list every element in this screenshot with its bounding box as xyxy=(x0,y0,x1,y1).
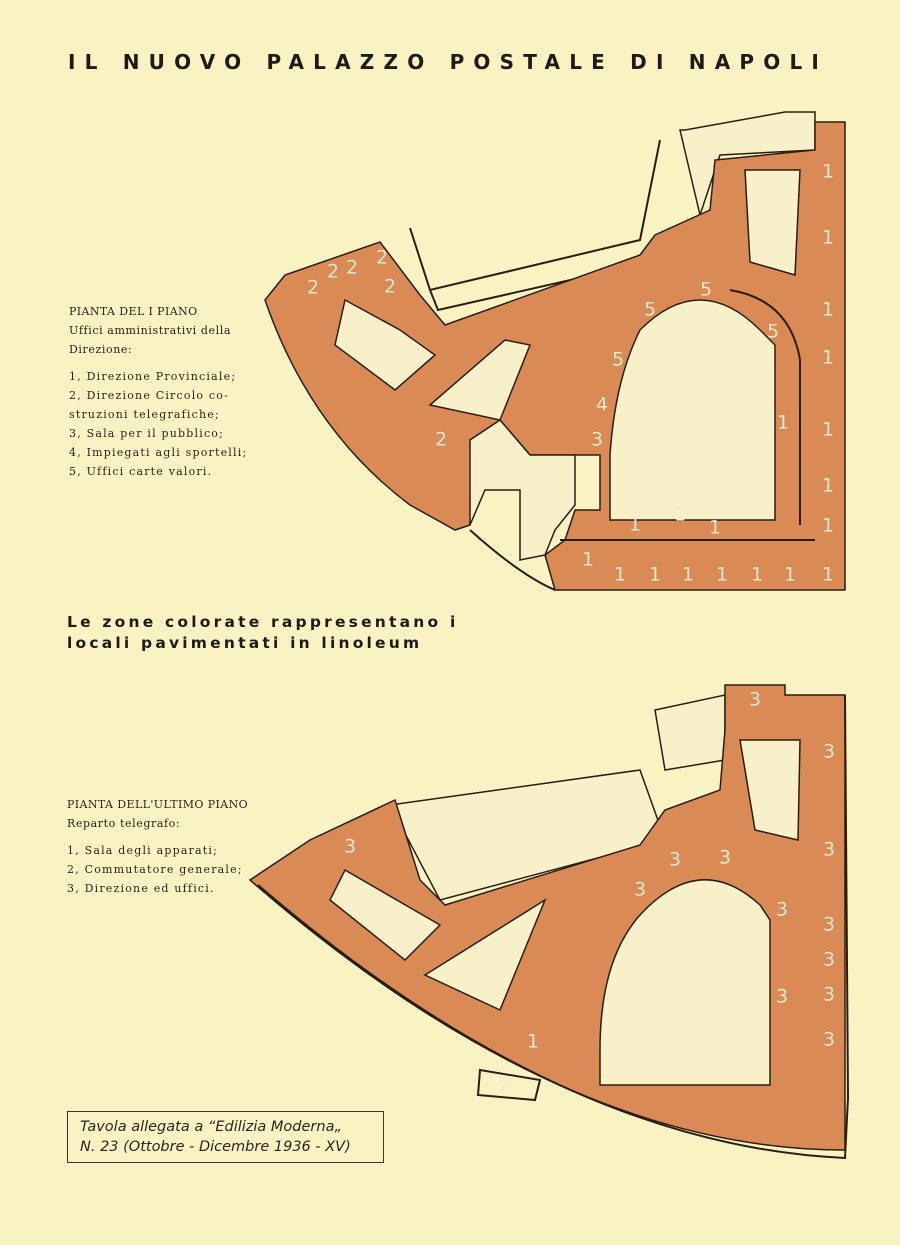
room-number-label: 5 xyxy=(766,320,780,343)
room-number-label: 3 xyxy=(590,428,604,451)
room-number-label: 1 xyxy=(821,298,835,321)
top-floor-plan xyxy=(250,685,848,1158)
room-number-label: 1 xyxy=(715,563,729,586)
room-number-label: 2 xyxy=(306,276,320,299)
room-number-label: 5 xyxy=(643,298,657,321)
room-number-label: 1 xyxy=(581,548,595,571)
legend-item: 1, Direzione Provinciale; xyxy=(69,370,237,383)
room-number-label: 3 xyxy=(822,838,836,861)
room-number-label: 5 xyxy=(699,278,713,301)
linoleum-note xyxy=(67,612,459,654)
room-number-label: 1 xyxy=(708,516,722,539)
room-number-label: 2 xyxy=(375,246,389,269)
legend-subheading: Reparto telegrafo: xyxy=(67,817,181,830)
legend-item: 4, Impiegati agli sportelli; xyxy=(69,446,248,459)
legend-item: 5, Uffici carte valori. xyxy=(69,465,213,478)
room-number-label: 1 xyxy=(613,563,627,586)
room-number-label: 1 xyxy=(821,474,835,497)
legend-item: 2, Commutatore generale; xyxy=(67,863,243,876)
room-number-label: 3 xyxy=(822,948,836,971)
room-number-label: 3 xyxy=(748,688,762,711)
room-number-label: 1 xyxy=(526,1030,540,1053)
room-number-label: 1 xyxy=(648,563,662,586)
room-number-label: 3 xyxy=(633,878,647,901)
caption-line: N. 23 (Ottobre - Dicembre 1936 - XV) xyxy=(80,1139,351,1155)
room-number-label: 3 xyxy=(668,848,682,871)
first-floor-plan xyxy=(265,112,845,590)
legend-subheading: Uffici amministrativi della Direzione: xyxy=(69,324,232,356)
legend-item: 1, Sala degli apparati; xyxy=(67,844,219,857)
first-floor-legend xyxy=(69,302,259,481)
room-number-label: 5 xyxy=(611,348,625,371)
room-number-label: 1 xyxy=(821,563,835,586)
room-number-label: 1 xyxy=(776,411,790,434)
room-number-label: 1 xyxy=(821,226,835,249)
legend-item: 2, Direzione Circolo co-struzioni telegrafiche; xyxy=(69,389,230,421)
legend-item: 3, Direzione ed uffici. xyxy=(67,882,215,895)
legend-heading: PIANTA DELL'ULTIMO PIANO xyxy=(67,798,249,811)
room-number-label: 1 xyxy=(750,563,764,586)
room-number-label: 2 xyxy=(345,256,359,279)
room-number-label: 1 xyxy=(628,513,642,536)
room-number-label: 1 xyxy=(681,563,695,586)
room-number-label: 3 xyxy=(822,1028,836,1051)
room-number-label: 1 xyxy=(821,160,835,183)
room-number-label: 4 xyxy=(595,393,609,416)
note-line: locali pavimentati in linoleum xyxy=(67,634,423,652)
page-title: IL NUOVO PALAZZO POSTALE DI NAPOLI xyxy=(68,50,829,74)
publication-caption xyxy=(67,1111,384,1163)
room-number-label: 2 xyxy=(326,260,340,283)
room-number-label: 1 xyxy=(673,503,687,526)
room-number-label: 2 xyxy=(498,1073,512,1096)
room-number-label: 1 xyxy=(821,418,835,441)
light-well-right xyxy=(745,170,800,275)
room-number-label: 3 xyxy=(822,983,836,1006)
room-number-label: 3 xyxy=(343,835,357,858)
room-number-label: 3 xyxy=(775,898,789,921)
room-number-label: 3 xyxy=(822,913,836,936)
legend-item: 3, Sala per il pubblico; xyxy=(69,427,225,440)
room-number-label: 1 xyxy=(821,514,835,537)
room-number-label: 2 xyxy=(434,428,448,451)
room-number-label: 3 xyxy=(718,846,732,869)
room-number-label: 1 xyxy=(821,346,835,369)
room-number-label: 2 xyxy=(383,275,397,298)
note-line: Le zone colorate rappresentano i xyxy=(67,613,459,631)
room-number-label: 3 xyxy=(822,740,836,763)
legend-heading: PIANTA DEL I PIANO xyxy=(69,305,198,318)
top-floor-legend xyxy=(67,795,297,898)
room-number-label: 3 xyxy=(775,985,789,1008)
room-number-label: 1 xyxy=(783,563,797,586)
caption-line: Tavola allegata a “Edilizia Moderna„ xyxy=(80,1119,342,1135)
